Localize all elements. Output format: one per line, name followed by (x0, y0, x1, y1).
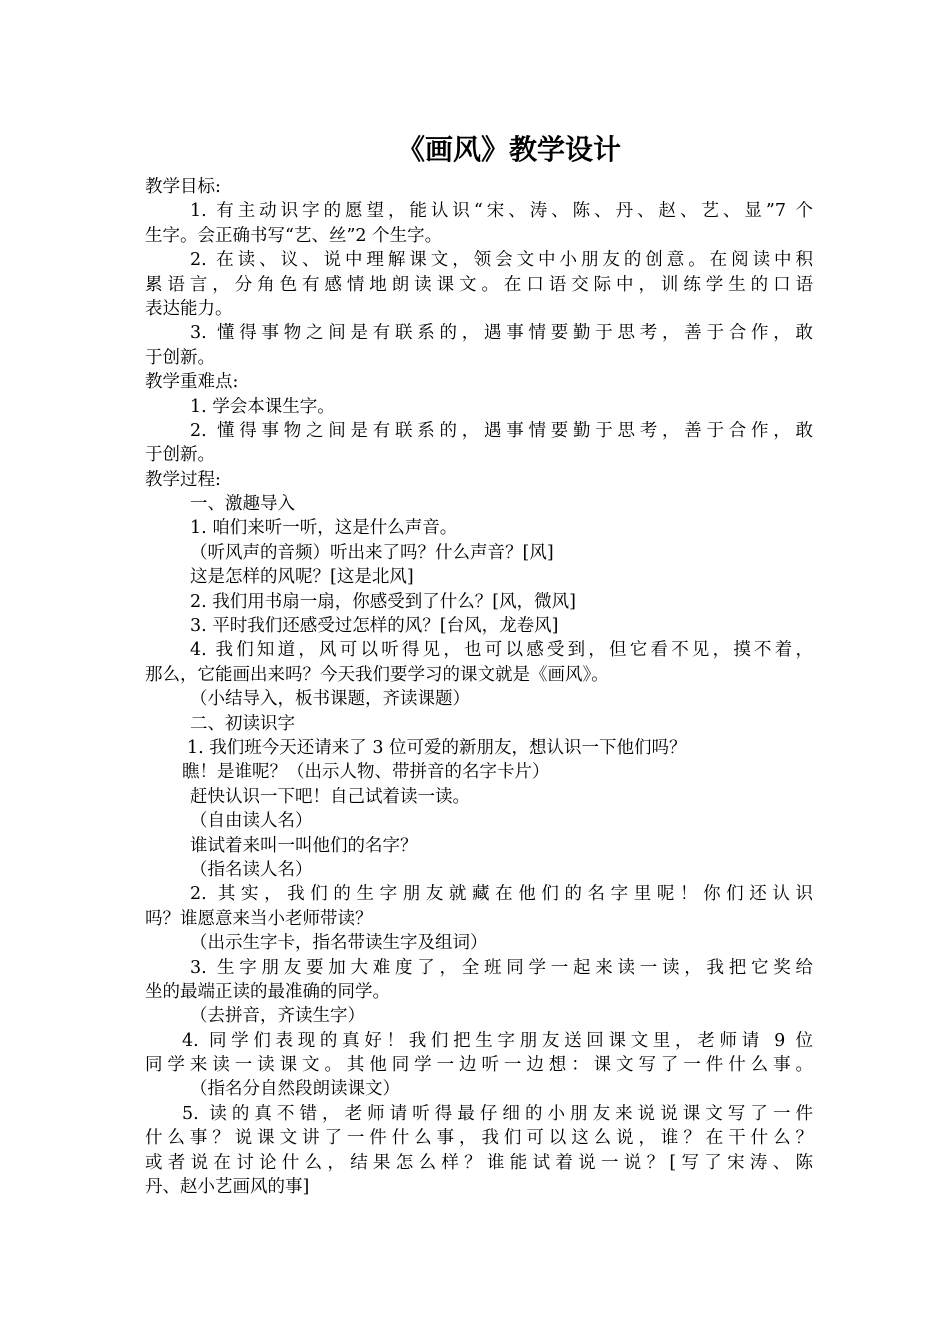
text-line: （指名分自然段朗读课文） (190, 1079, 400, 1100)
text-line: 坐的最端正读的最准确的同学。 (145, 981, 390, 1002)
text-line: 3. 平时我们还感受过怎样的风？[台风，龙卷风] (190, 616, 559, 637)
document-title: 《画风》教学设计 (396, 133, 621, 166)
text-line: 二、初读识字 (190, 713, 295, 734)
text-line: 教学重难点: (145, 372, 239, 393)
text-line: 4. 同学们表现的真好！我们把生字朋友送回课文里，老师请 9 位 (182, 1030, 813, 1051)
text-line: 什么事？说课文讲了一件什么事，我们可以这么说，谁？在干什么？ (145, 1128, 813, 1149)
text-line: 5. 读的真不错，老师请听得最仔细的小朋友来说说课文写了一件 (182, 1103, 813, 1124)
text-line: 教学目标: (145, 177, 221, 197)
text-line: 那么，它能画出来吗？今天我们要学习的课文就是《画风》。 (145, 664, 609, 685)
text-line: 瞧！是谁呢？（出示人物、带拼音的名字卡片） (182, 762, 550, 783)
document-body (145, 175, 813, 1199)
text-line: （去拼音，齐读生字） (190, 1006, 365, 1027)
text-line: 2. 其实，我们的生字朋友就藏在他们的名字里呢！你们还认识 (190, 884, 813, 905)
text-line: （自由读人名） (190, 811, 313, 832)
text-line: 2. 在读、议、说中理解课文，领会文中小朋友的创意。在阅读中积 (190, 250, 813, 271)
text-line: （小结导入，板书课题，齐读课题） (190, 689, 470, 710)
text-line: 1. 咱们来听一听，这是什么声音。 (190, 518, 458, 539)
text-line: 丹、赵小艺画风的事] (145, 1177, 310, 1198)
text-line: 或者说在讨论什么，结果怎么样？谁能试着说一说？[写了宋涛、陈 (145, 1152, 813, 1173)
text-line: 1. 学会本课生字。 (190, 396, 335, 417)
text-line: 同学来读一读课文。其他同学一边听一边想：课文写了一件什么事。 (145, 1055, 813, 1076)
text-line: 生字。会正确书写“艺、丝”2 个生字。 (145, 225, 443, 246)
text-line: 一、激趣导入 (190, 494, 295, 515)
text-line: 于创新。 (145, 347, 215, 368)
text-line: （听风声的音频）听出来了吗？什么声音？[风] (190, 542, 554, 563)
text-line: （指名读人名） (190, 859, 313, 880)
text-line: 于创新。 (145, 445, 215, 466)
text-line: 2. 我们用书扇一扇，你感受到了什么？[风，微风] (190, 591, 576, 612)
text-line: 3. 懂得事物之间是有联系的，遇事情要勤于思考，善于合作，敢 (190, 323, 813, 344)
text-line: 3. 生字朋友要加大难度了，全班同学一起来读一读，我把它奖给 (190, 957, 813, 978)
text-line: 1. 我们班今天还请来了 3 位可爱的新朋友，想认识一下他们吗？ (187, 737, 687, 758)
text-line: 1. 有主动识字的愿望，能认识“宋、涛、陈、丹、赵、艺、显”7 个 (190, 201, 813, 222)
text-line: （出示生字卡，指名带读生字及组词） (190, 933, 488, 954)
text-line: 吗？谁愿意来当小老师带读？ (145, 908, 373, 929)
text-line: 赶快认识一下吧！自己试着读一读。 (190, 786, 470, 807)
text-line: 2. 懂得事物之间是有联系的，遇事情要勤于思考，善于合作，敢 (190, 420, 813, 441)
text-line: 教学过程: (145, 469, 221, 490)
text-line: 表达能力。 (145, 298, 233, 319)
text-line: 谁试着来叫一叫他们的名字？ (190, 835, 418, 856)
text-line: 这是怎样的风呢？[这是北风] (190, 567, 414, 588)
text-line: 4. 我们知道，风可以听得见，也可以感受到，但它看不见，摸不着， (190, 640, 813, 661)
text-line: 累语言，分角色有感情地朗读课文。在口语交际中，训练学生的口语 (145, 274, 813, 295)
document-page (145, 128, 813, 1199)
